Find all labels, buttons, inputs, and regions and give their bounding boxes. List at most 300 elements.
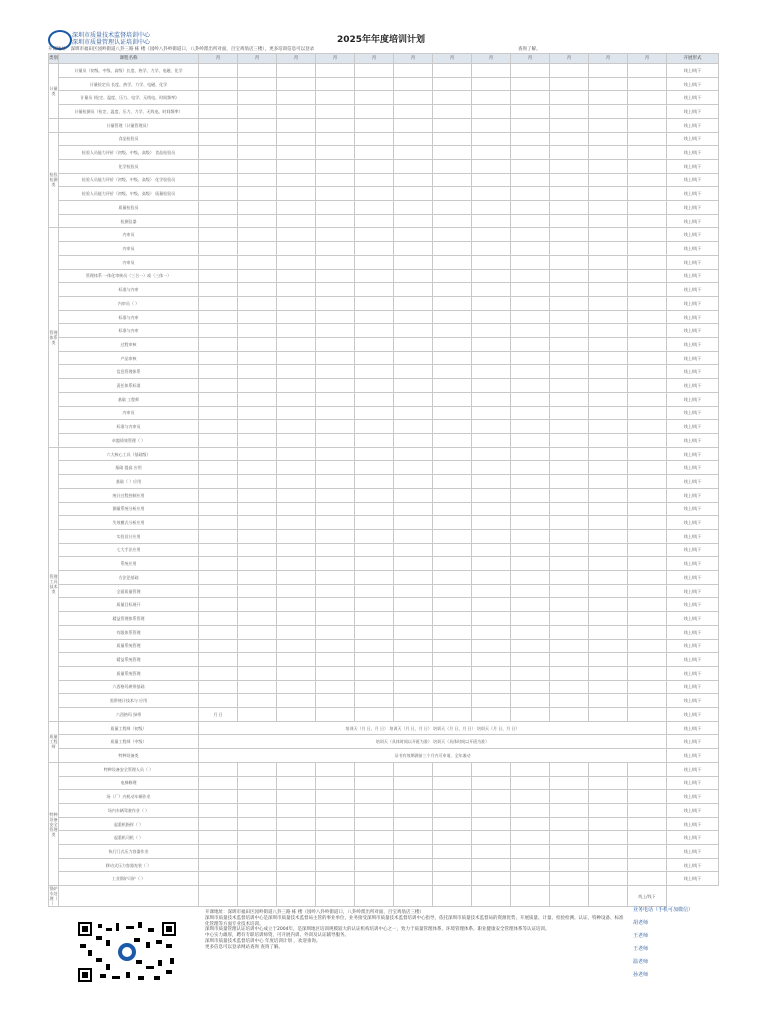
row-month-cell — [628, 91, 667, 105]
row-month-cell — [628, 488, 667, 502]
row-format: 线上/线下 — [667, 584, 719, 598]
row-course-name: 质量系统管理 — [59, 666, 199, 680]
row-month-cell — [550, 242, 589, 256]
row-month-cell — [472, 159, 511, 173]
row-course-name: 基础 提高 应用 — [59, 461, 199, 475]
row-course-name: 产品审核 — [59, 351, 199, 365]
row-month-cell — [238, 653, 277, 667]
row-month-cell — [277, 625, 316, 639]
row-month-cell — [394, 461, 433, 475]
row-month-cell — [355, 502, 394, 516]
row-month-cell — [277, 118, 316, 132]
row-month-cell — [277, 64, 316, 78]
row-month-cell — [316, 132, 355, 146]
row-month-cell — [316, 118, 355, 132]
row-course-name: 特种设备类 — [59, 749, 199, 763]
row-month-cell — [511, 845, 550, 859]
row-month-cell — [199, 625, 238, 639]
row-month-cell — [589, 557, 628, 571]
table-row — [49, 845, 719, 859]
row-month-cell — [199, 543, 238, 557]
row-month-cell — [355, 831, 394, 845]
row-month-cell — [355, 159, 394, 173]
row-month-cell — [277, 105, 316, 119]
row-month-cell — [472, 598, 511, 612]
row-month-cell — [550, 310, 589, 324]
row-month-cell — [316, 666, 355, 680]
row-format: 线上/线下 — [667, 338, 719, 352]
row-course-name: 系统应用 — [59, 557, 199, 571]
row-month-cell — [472, 201, 511, 215]
row-month-cell — [316, 886, 355, 907]
row-month-cell — [628, 214, 667, 228]
row-month-cell — [589, 598, 628, 612]
row-month-cell — [394, 886, 433, 907]
row-month-cell — [550, 529, 589, 543]
row-month-cell — [472, 338, 511, 352]
table-row — [49, 310, 719, 324]
row-month-cell — [277, 529, 316, 543]
row-month-cell — [316, 571, 355, 585]
row-month-cell — [394, 338, 433, 352]
row-month-cell — [394, 365, 433, 379]
row-month-cell — [433, 173, 472, 187]
row-month-cell — [511, 310, 550, 324]
row-month-cell — [589, 858, 628, 872]
row-month-cell — [355, 296, 394, 310]
row-course-name: 计量检定员 长度、热学、力学、电磁、化学 — [59, 77, 199, 91]
row-month-cell — [277, 433, 316, 447]
row-month-cell — [316, 776, 355, 790]
row-month-cell — [589, 639, 628, 653]
row-course-name: 卓越绩效管理（ ） — [59, 433, 199, 447]
row-month-cell — [511, 406, 550, 420]
row-month-cell — [238, 529, 277, 543]
row-month-cell — [550, 324, 589, 338]
row-month-cell — [589, 310, 628, 324]
row-month-cell — [550, 680, 589, 694]
row-month-cell — [199, 351, 238, 365]
row-month-cell — [550, 77, 589, 91]
row-month-cell — [589, 379, 628, 393]
row-month-cell — [628, 625, 667, 639]
row-month-cell — [628, 817, 667, 831]
row-course-name: 基础（ ）应用 — [59, 475, 199, 489]
row-month-cell — [433, 447, 472, 461]
row-month-cell — [628, 831, 667, 845]
row-format: 线上/线下 — [667, 187, 719, 201]
page-title: 2025年年度培训计划 — [337, 35, 426, 45]
row-month-cell — [433, 365, 472, 379]
row-month-cell — [394, 612, 433, 626]
row-schedule-span: 证书有效期满前三个月内可申请，全年滚动 — [199, 749, 667, 763]
row-course-name: 标准与内审员 — [59, 420, 199, 434]
row-month-cell — [511, 817, 550, 831]
row-month-cell — [589, 118, 628, 132]
row-month-cell — [238, 214, 277, 228]
row-month-cell — [511, 214, 550, 228]
row-month-cell — [511, 584, 550, 598]
row-format: 线上/线下 — [667, 516, 719, 530]
row-month-cell — [433, 406, 472, 420]
row-month-cell — [472, 228, 511, 242]
row-month-cell — [433, 612, 472, 626]
row-month-cell — [238, 324, 277, 338]
row-month-cell — [316, 146, 355, 160]
row-month-cell — [199, 845, 238, 859]
row-month-cell — [277, 475, 316, 489]
row-month-cell — [433, 283, 472, 297]
row-month-cell — [472, 242, 511, 256]
row-month-cell — [472, 351, 511, 365]
row-month-cell — [394, 845, 433, 859]
table-row — [49, 790, 719, 804]
row-month-cell — [472, 296, 511, 310]
row-month-cell — [550, 708, 589, 722]
row-month-cell — [433, 529, 472, 543]
row-month-cell — [433, 379, 472, 393]
row-month-cell — [277, 173, 316, 187]
row-month-cell — [277, 269, 316, 283]
row-month-cell — [472, 475, 511, 489]
table-row — [49, 557, 719, 571]
row-month-cell — [238, 708, 277, 722]
row-month-cell — [433, 255, 472, 269]
table-row — [49, 214, 719, 228]
row-month-cell — [277, 516, 316, 530]
row-month-cell — [277, 187, 316, 201]
row-month-cell — [238, 543, 277, 557]
row-format: 线上/线下 — [667, 680, 719, 694]
row-month-cell — [472, 557, 511, 571]
row-month-cell — [238, 831, 277, 845]
row-month-cell — [277, 310, 316, 324]
table-row — [49, 680, 719, 694]
row-month-cell — [394, 653, 433, 667]
row-month-cell — [277, 420, 316, 434]
table-row — [49, 105, 719, 119]
row-month-cell — [394, 105, 433, 119]
row-format: 线上/线下 — [667, 612, 719, 626]
row-month-cell — [199, 447, 238, 461]
row-month-cell — [277, 255, 316, 269]
row-month-cell — [433, 625, 472, 639]
row-month-cell — [277, 91, 316, 105]
row-month-cell — [238, 338, 277, 352]
row-format: 线上/线下 — [667, 557, 719, 571]
row-month-cell — [277, 858, 316, 872]
row-month-cell — [472, 91, 511, 105]
row-month-cell — [628, 242, 667, 256]
row-month-cell — [589, 406, 628, 420]
row-month-cell — [238, 91, 277, 105]
row-month-cell — [316, 159, 355, 173]
row-month-cell — [355, 598, 394, 612]
row-month-cell — [433, 858, 472, 872]
row-month-cell — [511, 351, 550, 365]
row-format: 线上/线下 — [667, 845, 719, 859]
row-month-cell — [472, 77, 511, 91]
row-month-cell — [238, 146, 277, 160]
row-month-cell — [238, 776, 277, 790]
row-month-cell — [433, 118, 472, 132]
row-month-cell — [355, 488, 394, 502]
row-month-cell — [433, 420, 472, 434]
row-month-cell — [628, 475, 667, 489]
row-month-cell — [238, 872, 277, 886]
row-category: 管理工具技术类 — [49, 447, 59, 721]
row-month-cell — [316, 351, 355, 365]
row-course-name: 内审员 — [59, 242, 199, 256]
row-format: 线上/线下 — [667, 64, 719, 78]
row-month-cell — [589, 502, 628, 516]
row-month-cell — [355, 529, 394, 543]
row-month-cell — [433, 886, 472, 907]
row-month-cell — [550, 516, 589, 530]
row-format: 线上/线下 — [667, 105, 719, 119]
row-month-cell — [628, 269, 667, 283]
row-month-cell — [628, 790, 667, 804]
row-month-cell — [433, 790, 472, 804]
row-month-cell — [589, 762, 628, 776]
row-month-cell — [199, 420, 238, 434]
row-month-cell — [199, 516, 238, 530]
row-month-cell — [511, 762, 550, 776]
row-month-cell — [589, 666, 628, 680]
row-course-name: 标准与内审 — [59, 310, 199, 324]
row-month-cell — [355, 187, 394, 201]
row-format: 线上/线下 — [667, 447, 719, 461]
row-month-cell — [199, 872, 238, 886]
row-month-cell — [589, 132, 628, 146]
row-month-cell — [238, 379, 277, 393]
table-row — [49, 283, 719, 297]
row-month-cell — [277, 146, 316, 160]
row-month-cell — [238, 694, 277, 708]
row-month-cell — [589, 803, 628, 817]
table-row — [49, 118, 719, 132]
row-month-cell — [589, 159, 628, 173]
row-month-cell — [433, 77, 472, 91]
row-month-cell — [277, 283, 316, 297]
table-row — [49, 406, 719, 420]
row-month-cell — [589, 324, 628, 338]
row-month-cell — [433, 557, 472, 571]
row-course-name: 全面质量管理 — [59, 584, 199, 598]
row-month-cell — [394, 146, 433, 160]
row-month-cell — [589, 776, 628, 790]
table-row — [49, 598, 719, 612]
row-format: 线上/线下 — [667, 502, 719, 516]
row-month-cell — [472, 762, 511, 776]
row-month-cell — [394, 420, 433, 434]
row-month-cell — [511, 242, 550, 256]
row-month-cell — [238, 201, 277, 215]
table-row — [49, 749, 719, 763]
table-row — [49, 461, 719, 475]
row-month-cell — [550, 392, 589, 406]
row-month-cell — [199, 283, 238, 297]
row-month-cell — [316, 475, 355, 489]
row-month-cell — [394, 666, 433, 680]
row-month-cell — [277, 886, 316, 907]
row-month-cell — [472, 132, 511, 146]
header-month: 月 — [199, 54, 238, 64]
row-month-cell — [316, 214, 355, 228]
row-month-cell — [199, 64, 238, 78]
org-names — [72, 32, 150, 46]
row-month-cell — [628, 612, 667, 626]
row-course-name: 电梯修理 — [59, 776, 199, 790]
row-month-cell — [589, 516, 628, 530]
footer-text — [205, 910, 625, 951]
header-month: 月 — [394, 54, 433, 64]
row-month-cell — [511, 557, 550, 571]
row-month-cell — [394, 77, 433, 91]
row-month-cell — [628, 132, 667, 146]
row-month-cell — [394, 118, 433, 132]
row-course-name: 化学检验员 — [59, 159, 199, 173]
row-month-cell — [238, 516, 277, 530]
row-course-name: 信息管理体系 — [59, 365, 199, 379]
row-month-cell — [394, 543, 433, 557]
schedule-table — [48, 53, 719, 907]
row-month-cell — [199, 433, 238, 447]
row-month-cell — [628, 159, 667, 173]
row-month-cell — [355, 420, 394, 434]
row-month-cell — [199, 803, 238, 817]
row-month-cell — [59, 886, 199, 907]
footer-line: 深圳市质量技术监督培训中心 年度培训计划 ，欢迎垂询。 — [205, 938, 321, 944]
row-format: 线上/线下 — [667, 379, 719, 393]
row-month-cell — [472, 406, 511, 420]
row-month-cell — [433, 310, 472, 324]
row-course-name: 锅炉水处理（ ） — [49, 886, 58, 907]
table-row — [49, 132, 719, 146]
row-month-cell — [199, 406, 238, 420]
row-month-cell — [550, 762, 589, 776]
row-month-cell — [511, 91, 550, 105]
row-month-cell — [277, 132, 316, 146]
row-month-cell — [589, 488, 628, 502]
row-month-cell — [628, 77, 667, 91]
row-course-name: 过程审核 — [59, 338, 199, 352]
row-month-cell — [277, 502, 316, 516]
row-month-cell — [277, 392, 316, 406]
row-month-cell — [355, 817, 394, 831]
row-month-cell — [511, 529, 550, 543]
row-month-cell — [238, 845, 277, 859]
row-format: 线上/线下 — [667, 324, 719, 338]
row-month-cell — [394, 502, 433, 516]
row-month-cell — [511, 502, 550, 516]
row-format: 线上/线下 — [667, 708, 719, 722]
row-month-cell — [238, 351, 277, 365]
row-month-cell — [550, 159, 589, 173]
row-month-cell — [316, 338, 355, 352]
row-month-cell — [316, 433, 355, 447]
row-month-cell — [511, 132, 550, 146]
row-month-cell — [394, 255, 433, 269]
row-month-cell — [394, 447, 433, 461]
row-month-cell — [628, 639, 667, 653]
row-month-cell — [628, 666, 667, 680]
footer-line: 中心实力雄厚，聘有专职培训师资，可开展内训、外训及认证辅导服务。 — [205, 933, 349, 939]
row-course-name: 检测仪器 — [59, 214, 199, 228]
row-month-cell — [472, 529, 511, 543]
row-format: 线上/线下 — [667, 639, 719, 653]
row-month-cell — [550, 612, 589, 626]
row-month-cell — [394, 433, 433, 447]
row-month-cell — [472, 584, 511, 598]
row-month-cell — [355, 461, 394, 475]
row-month-cell — [394, 680, 433, 694]
table-row — [49, 379, 719, 393]
row-month-cell — [472, 173, 511, 187]
row-month-cell — [511, 269, 550, 283]
row-month-cell — [511, 625, 550, 639]
row-month-cell — [589, 529, 628, 543]
row-month-cell — [589, 105, 628, 119]
row-format: 线上/线下 — [667, 201, 719, 215]
row-month-cell — [238, 283, 277, 297]
row-course-name: 精益管理体系管理 — [59, 612, 199, 626]
row-month-cell — [511, 159, 550, 173]
row-month-cell — [472, 858, 511, 872]
row-month-cell — [277, 776, 316, 790]
row-month-cell — [316, 173, 355, 187]
row-month-cell — [355, 666, 394, 680]
table-row — [49, 338, 719, 352]
row-month-cell — [589, 584, 628, 598]
row-month-cell — [238, 433, 277, 447]
row-month-cell — [472, 543, 511, 557]
row-month-cell — [394, 310, 433, 324]
row-month-cell — [511, 283, 550, 297]
row-month-cell — [277, 571, 316, 585]
row-month-cell — [316, 296, 355, 310]
row-format: 线上/线下 — [667, 831, 719, 845]
row-month-cell — [394, 803, 433, 817]
row-month-cell — [628, 310, 667, 324]
row-month-cell — [316, 598, 355, 612]
row-course-name: 统计过程控制应用 — [59, 488, 199, 502]
row-month-cell — [550, 91, 589, 105]
row-course-name: 执行门式压力容器作业 — [59, 845, 199, 859]
row-month-cell — [355, 694, 394, 708]
row-month-cell — [511, 77, 550, 91]
row-month-cell — [628, 872, 667, 886]
row-month-cell — [199, 379, 238, 393]
row-month-cell — [472, 118, 511, 132]
row-month-cell — [628, 762, 667, 776]
table-row — [49, 612, 719, 626]
row-month-cell — [628, 516, 667, 530]
table-header-row — [49, 54, 719, 64]
row-month-cell — [355, 338, 394, 352]
row-month-cell — [628, 283, 667, 297]
row-month-cell — [628, 406, 667, 420]
table-row — [49, 447, 719, 461]
row-month-cell — [550, 146, 589, 160]
row-schedule-span: 培训天（具体时间以开班为准） 培训天（具体时间以开班为准） — [199, 735, 667, 749]
row-course-name: 内审员（ ） — [59, 296, 199, 310]
row-month-cell — [277, 77, 316, 91]
table-row — [49, 242, 719, 256]
row-month-cell — [433, 392, 472, 406]
row-month-cell — [589, 146, 628, 160]
row-category: 质量工程师 — [49, 721, 59, 762]
